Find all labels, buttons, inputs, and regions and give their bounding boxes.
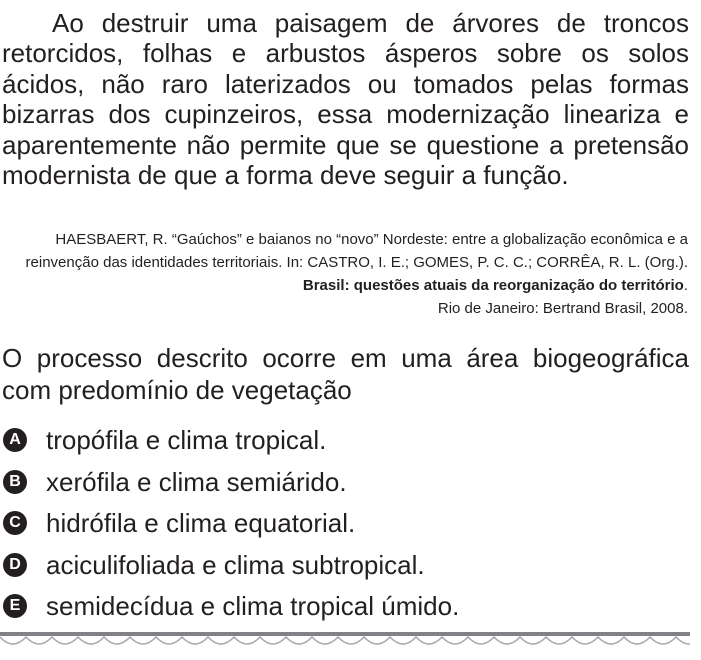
option-a-text: tropófila e clima tropical. <box>46 425 327 456</box>
option-e-letter-icon: E <box>3 594 27 618</box>
option-e[interactable] <box>2 589 692 624</box>
citation-text: HAESBAERT, R. “Gaúchos” e baianos no “novo” Nordeste: entre a globalização econômica e a reinvenção das identidades territoriais. In: CASTRO, I. E.; GOMES, P. C. C.; CORRÊA, R. L. (Org.). <box>25 231 688 271</box>
citation-publisher: Rio de Janeiro: Bertrand Brasil, 2008. <box>437 300 688 317</box>
question-stem: O processo descrito ocorre em uma área biogeográfica com predomínio de vegetação <box>2 343 689 405</box>
divider-wave-line <box>0 637 690 644</box>
citation-period: . <box>683 277 688 294</box>
decorative-wave-divider <box>0 632 690 654</box>
option-b-text: xerófila e clima semiárido. <box>46 466 347 497</box>
option-c[interactable] <box>2 506 692 541</box>
option-a[interactable] <box>2 423 692 458</box>
option-d[interactable] <box>2 548 692 583</box>
answer-options <box>2 423 692 631</box>
option-e-text: semidecídua e clima tropical úmido. <box>46 591 460 622</box>
divider-bar <box>0 632 690 636</box>
passage-text: Ao destruir uma paisagem de árvores de troncos retorcidos, folhas e arbustos ásperos sobre os solos ácidos, não raro laterizados ou tomados pelas formas bizarras dos cupinzeiros, essa modernização lineariza e aparentemente não permite que se questione a pretensão modernista de que a forma deve seguir a função. <box>2 8 689 191</box>
option-d-letter-icon: D <box>3 553 27 577</box>
citation-book-title: Brasil: questões atuais da reorganização do território <box>302 277 684 294</box>
option-c-text: hidrófila e clima equatorial. <box>46 508 356 539</box>
option-a-letter-icon: A <box>3 428 27 452</box>
option-d-text: aciculifoliada e clima subtropical. <box>46 549 425 580</box>
option-b-letter-icon: B <box>3 470 27 494</box>
option-c-letter-icon: C <box>3 511 27 535</box>
option-b[interactable] <box>2 465 692 500</box>
citation <box>2 228 688 320</box>
